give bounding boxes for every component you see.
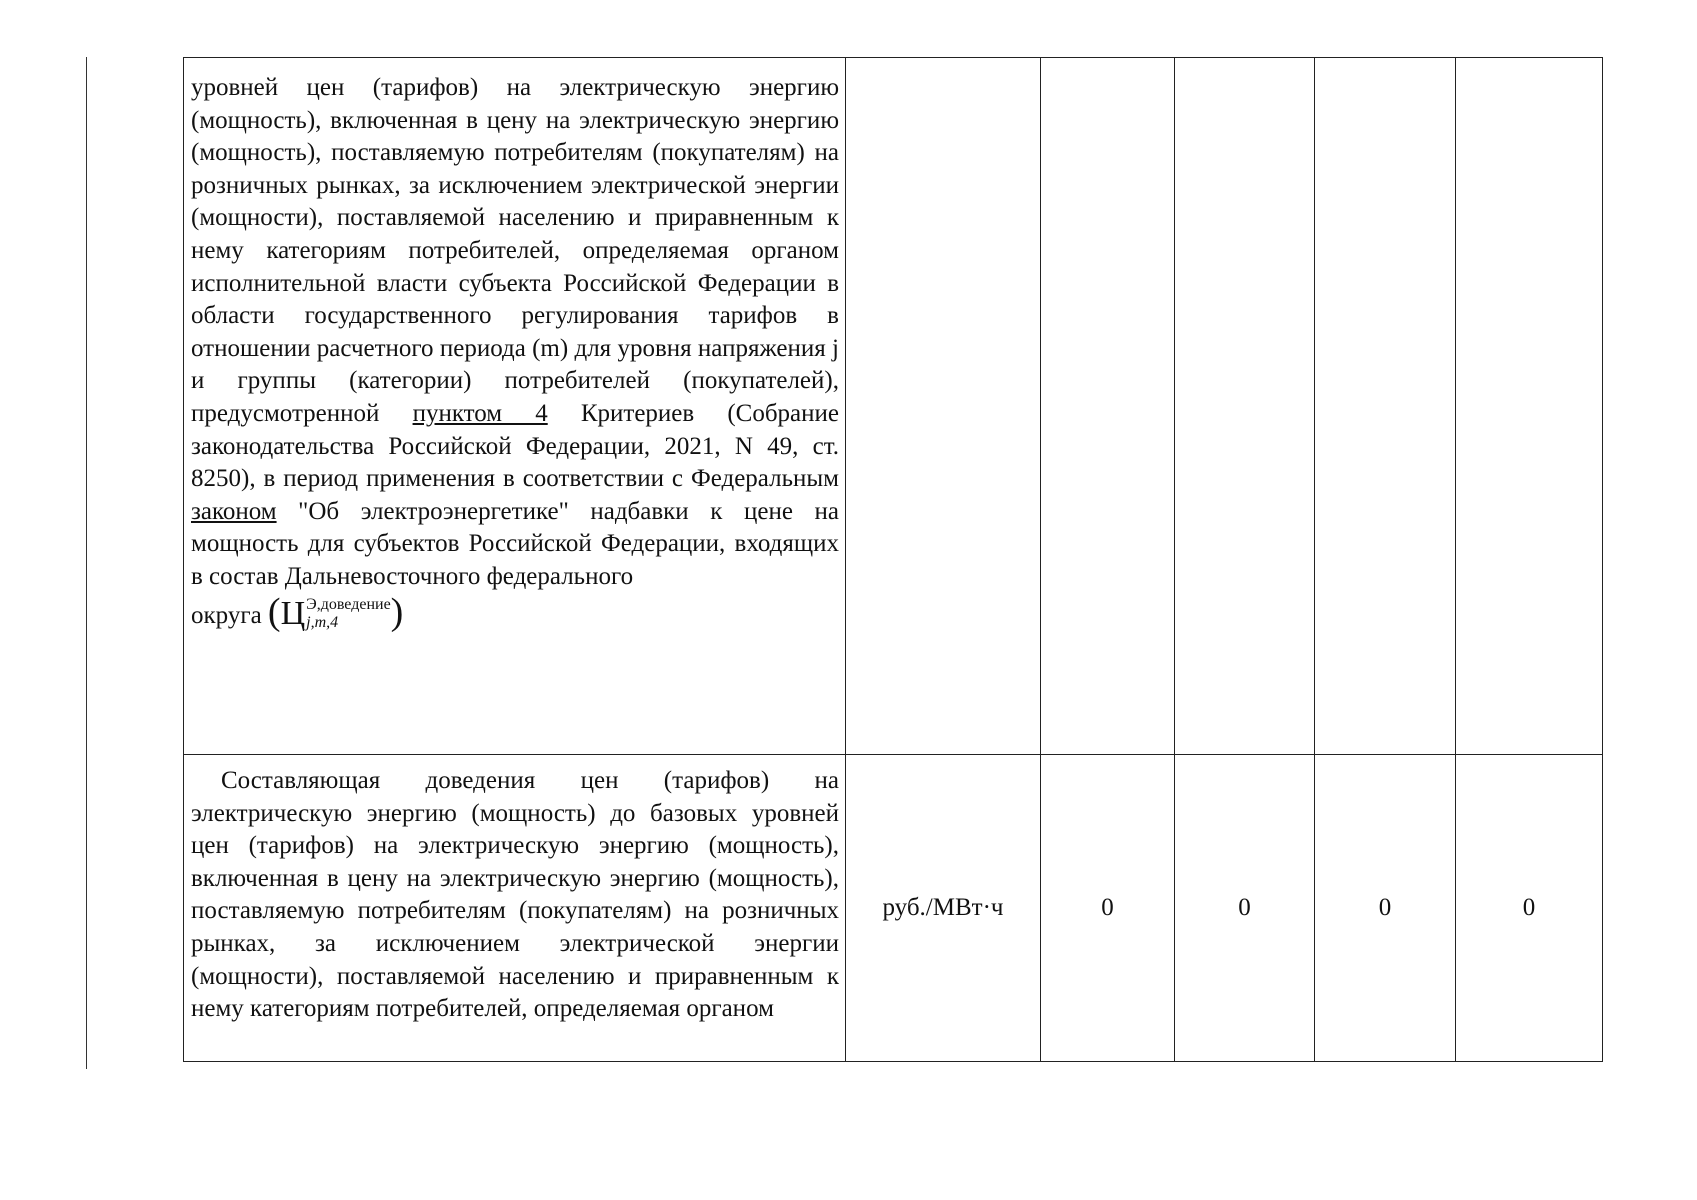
value-cell [1175,58,1315,755]
left-margin-line [86,57,87,1069]
value-cell [1315,58,1456,755]
unit-cell: руб./МВт·ч [846,755,1041,1062]
table-row [184,755,1603,1062]
tariff-table [183,57,1603,1062]
link-zakon[interactable]: законом [191,497,277,525]
description-text: Составляющая доведения цен (тарифов) на электрическую энергию (мощность) до базовых уровней цен (тарифов) на электрическую энергию (мощность), включенная в цену на электрическую энергию (мощность), поставляемую потребителям (покупателям) на розничных рынках, за исключением электрической энергии (мощности), поставляемой населению и приравненным к нему категориям потребителей, определяемая органом [191,767,839,1023]
unit-cell [846,58,1041,755]
description-cell [184,755,846,1062]
value-cell: 0 [1315,755,1456,1062]
formula-subscript: j,m,4 [306,613,339,631]
value-cell: 0 [1175,755,1315,1062]
link-punkt-4[interactable]: пунктом 4 [412,399,548,427]
description-text: уровней цен (тарифов) на электрическую энергию (мощность), включенная в цену на электрическую энергию (мощность), поставляемую потребителям (покупателям) на розничных рынках, за исключением электрической энергии (мощности), поставляемой населению и приравненным к нему категориям потребителей, определяемая органом исполнительной власти субъекта Российской Федерации в области государственного регулирования тарифов в отношении расчетного периода (m) для уровня напряжения j и группы (категории) потребителей (покупателей), предусмотренной пунктом 4 Критериев (Собрание законодательства Российской Федерации, 2021, N 49, ст. 8250), в период применения в соответствии с Федеральным законом "Об электроэнергетике" надбавки к цене на мощность для субъектов Российской Федерации, входящих в состав Дальневосточного федерального [191,74,840,590]
formula-superscript: Э,доведение [306,595,391,613]
value-cell: 0 [1456,755,1603,1062]
formula-lead-text: округа [191,601,262,629]
formula-c-doved: (Ц Э,доведение j,m,4 ) [267,590,404,633]
value-cell [1041,58,1175,755]
description-cell [184,58,846,755]
value-cell: 0 [1041,755,1175,1062]
formula-line [191,590,839,638]
value-cell [1456,58,1603,755]
table-row [184,58,1603,755]
